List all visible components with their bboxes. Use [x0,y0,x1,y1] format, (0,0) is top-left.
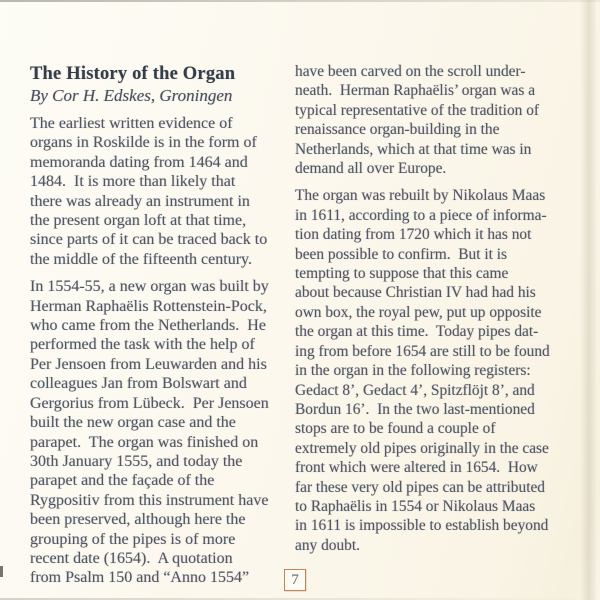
text-line: stops are to be found a couple of [295,420,496,438]
text-line: the middle of the fifteenth century. [30,250,252,268]
paragraph-3 [295,186,571,555]
right-column [295,62,571,563]
text-line: Netherlands, which at that time was in [295,140,532,158]
text-line: built the new organ case and the [30,414,236,432]
page-number: 7 [291,571,299,588]
text-line: neath. Herman Raphaëlis’ organ was a [295,82,536,100]
text-line: from Psalm 150 and “Anno 1554” [30,569,250,587]
left-column [30,63,288,596]
text-line: Bordun 16’. In the two last-mentioned [295,400,535,418]
text-line: any doubt. [295,536,360,554]
text-line: The organ was rebuilt by Nikolaus Maas [295,187,546,205]
text-line: demand all over Europe. [295,160,447,178]
text-line: in the organ in the following registers: [295,362,531,380]
paragraph-1 [30,114,288,269]
text-line: the present organ loft at that time, [30,212,247,230]
text-line: own box, the royal pew, put up opposite [295,303,542,321]
text-line: extremely old pipes originally in the case [295,439,549,457]
text-line: Per Jensoen from Leuwarden and his [30,355,267,373]
text-line: been preserved, although here the [30,511,246,529]
text-line: to Raphaëlis in 1554 or Nikolaus Maas [295,497,536,515]
article-byline: By Cor H. Edskes, Groningen [30,86,233,105]
text-line: who came from the Netherlands. He [30,317,266,335]
text-line: Herman Raphaëlis Rottenstein-Pock, [30,297,267,315]
text-line: grouping of the pipes is of more [30,530,236,548]
scan-artifact-mark [0,566,3,577]
text-line: performed the task with the help of [30,336,255,354]
text-line: renaissance organ-building in the [295,121,500,139]
text-line: recent date (1654). A quotation [30,549,233,567]
text-line: have been carved on the scroll under- [295,63,526,80]
text-line: in 1611 is impossible to establish beyond [295,517,549,535]
text-line: tempting to suppose that this came [295,265,509,283]
text-line: memoranda dating from 1464 and [30,153,248,171]
scan-edge-top [0,0,600,2]
text-line: 1484. It is more than likely that [30,173,236,191]
text-line: 30th January 1555, and today the [30,452,243,470]
text-line: there was already an instrument in [30,192,250,210]
text-line: since parts of it can be traced back to [30,231,268,249]
text-line: In 1554-55, a new organ was built by [30,278,269,296]
page-fold-shadow [580,0,596,600]
text-line: ing from before 1654 are still to be found [295,342,550,360]
text-line: parapet. The organ was finished on [30,433,259,451]
page-number-box [284,569,306,591]
text-line: parapet and the façade of the [30,472,215,490]
text-line: Rygpositiv from this instrument have [30,491,269,509]
text-line: Gergorius from Lübeck. Per Jensoen [30,394,269,412]
paragraph-2-continued [295,62,571,178]
text-line: tion dating from 1720 which it has not [295,226,532,244]
paragraph-2 [30,277,288,588]
text-line: in 1611, according to a piece of informa- [295,206,547,224]
text-line: colleagues Jan from Bolswart and [30,375,247,393]
text-line: far these very old pipes can be attributed [295,478,546,496]
text-line: Gedact 8’, Gedact 4’, Spitzflöjt 8’, and [295,381,535,399]
text-line: front which were altered in 1654. How [295,459,538,477]
text-line: The earliest written evidence of [30,115,233,132]
text-line: the organ at this time. Today pipes dat- [295,323,539,341]
text-line: typical representative of the tradition of [295,101,540,119]
text-line: organs in Roskilde is in the form of [30,134,257,152]
text-line: been possible to confirm. But it is [295,245,508,263]
text-line: about because Christian IV had had his [295,284,536,302]
article-title: The History of the Organ [30,64,236,84]
